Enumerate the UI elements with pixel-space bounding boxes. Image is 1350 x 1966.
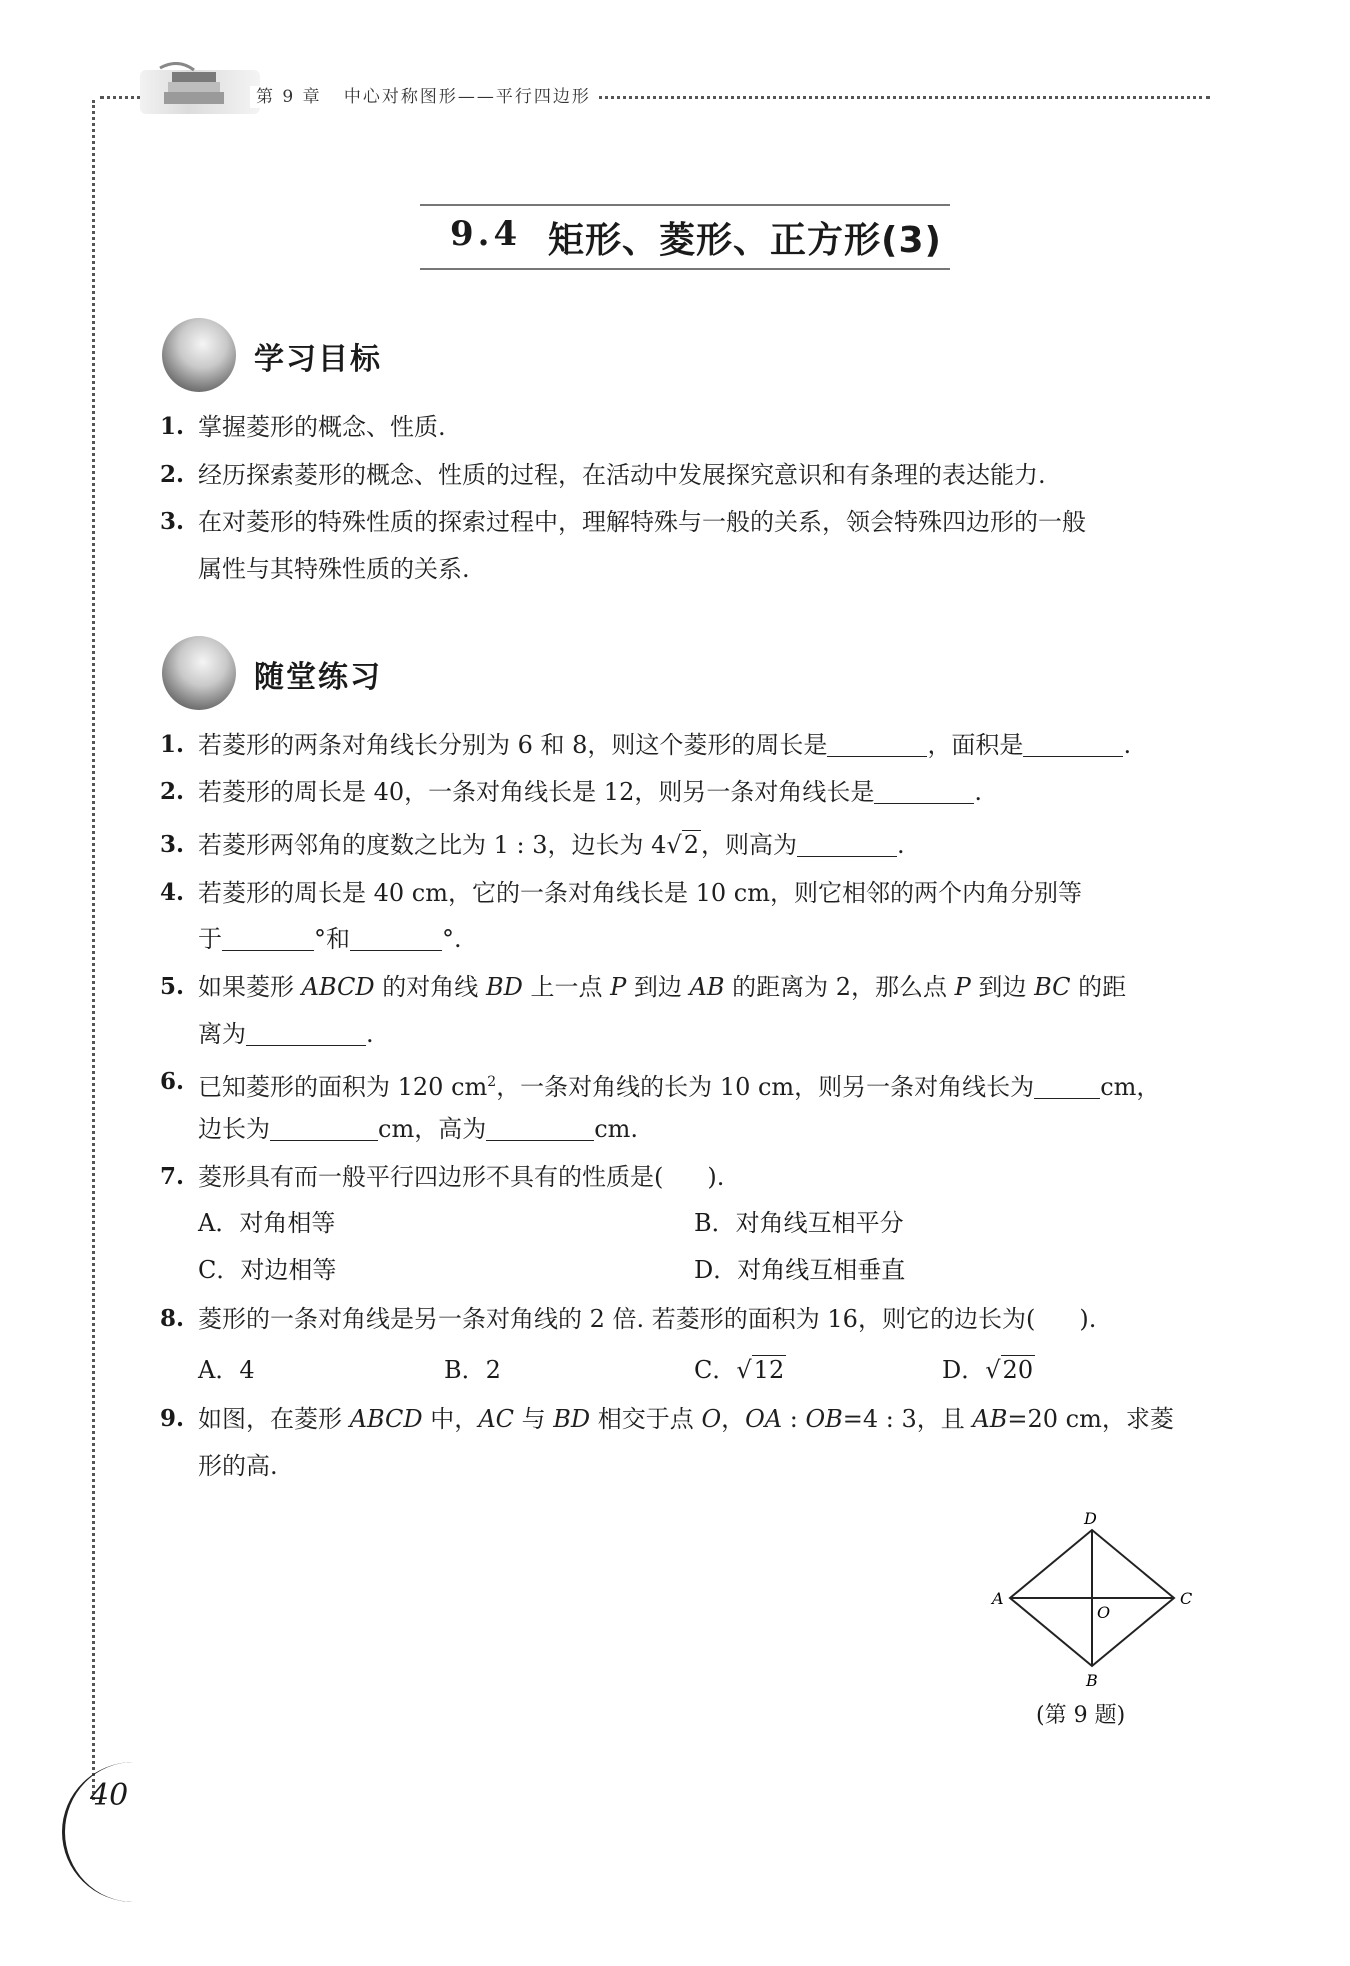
objective-text: 掌握菱形的概念、性质. (198, 413, 446, 441)
answer-blank[interactable] (486, 1114, 594, 1141)
option-b[interactable]: B．2 (444, 1356, 501, 1384)
objective-text-continued: 属性与其特殊性质的关系. (198, 555, 470, 583)
left-dotted-rule (92, 100, 95, 1800)
objectives-heading: 学习目标 (254, 342, 382, 377)
practice-heading: 随堂练习 (254, 660, 382, 695)
objective-num: 1. (160, 413, 185, 440)
option-d[interactable]: D．对角线互相垂直 (694, 1256, 906, 1284)
question-num: 4. (160, 879, 185, 906)
option-a[interactable]: A．对角相等 (198, 1209, 336, 1237)
objectives-globe-icon (162, 318, 236, 392)
page-number-arc (62, 1762, 205, 1902)
option-c[interactable]: C．√12 (694, 1356, 785, 1384)
label-d: D (1084, 1510, 1097, 1528)
section-number: 9.4 (450, 214, 522, 254)
question-5-continued: 离为 . (198, 1020, 374, 1048)
question-1: 若菱形的两条对角线长分别为 6 和 8，则这个菱形的周长是 ，面积是 . (198, 731, 1132, 759)
question-9-continued: 形的高. (198, 1452, 278, 1480)
page-number: 40 (90, 1778, 129, 1813)
objective-text: 在对菱形的特殊性质的探索过程中，理解特殊与一般的关系，领会特殊四边形的一般 (198, 508, 1086, 536)
answer-blank[interactable] (350, 924, 442, 951)
label-o: O (1097, 1603, 1111, 1622)
question-num: 3. (160, 831, 185, 858)
practice-globe-icon (162, 636, 236, 710)
question-num: 8. (160, 1305, 185, 1332)
question-num: 1. (160, 731, 185, 758)
option-b[interactable]: B．对角线互相平分 (694, 1209, 904, 1237)
running-header (250, 86, 597, 108)
question-2: 若菱形的周长是 40，一条对角线长是 12，则另一条对角线长是 . (198, 778, 982, 806)
sqrt-expression: √2 (666, 831, 699, 859)
question-9: 如图，在菱形 ABCD 中，AC 与 BD 相交于点 O，OA : OB=4 : 3，且 AB=20 cm，求菱 (198, 1405, 1174, 1433)
label-a: A (992, 1589, 1004, 1608)
answer-blank[interactable] (874, 777, 974, 804)
question-4: 若菱形的周长是 40 cm，它的一条对角线长是 10 cm，则它相邻的两个内角分别等 (198, 879, 1082, 907)
rhombus-figure (980, 1510, 1200, 1690)
option-a[interactable]: A．4 (198, 1356, 255, 1384)
question-6-continued: 边长为 cm，高为 cm. (198, 1115, 639, 1143)
question-6: 已知菱形的面积为 120 $cm^2$，一条对角线的长为 10 cm，则另一条对角线长为 cm， (198, 1073, 1161, 1101)
chapter-title: 中心对称图形——平行四边形 (343, 87, 591, 107)
question-3: 若菱形两邻角的度数之比为 1 : 3，边长为 4√2，则高为 . (198, 828, 905, 862)
answer-blank[interactable] (246, 1019, 366, 1046)
question-7: 菱形具有而一般平行四边形不具有的性质是( ). (198, 1163, 725, 1191)
question-4-continued: 于 °和 °. (198, 925, 462, 953)
label-b: B (1086, 1671, 1098, 1690)
section-title: 矩形、菱形、正方形(3) (548, 220, 942, 261)
option-d[interactable]: D．√20 (942, 1356, 1034, 1384)
answer-blank[interactable] (1023, 730, 1123, 757)
objective-num: 3. (160, 508, 185, 535)
question-num: 7. (160, 1163, 185, 1190)
answer-blank[interactable] (1034, 1072, 1100, 1099)
answer-blank[interactable] (270, 1114, 378, 1141)
question-num: 5. (160, 973, 185, 1000)
question-5: 如果菱形 ABCD 的对角线 BD 上一点 P 到边 AB 的距离为 2，那么点 P 到边 BC 的距 (198, 973, 1127, 1001)
label-c: C (1180, 1589, 1193, 1608)
question-num: 2. (160, 778, 185, 805)
figure-caption: (第 9 题) (1036, 1703, 1126, 1728)
answer-blank[interactable] (222, 924, 314, 951)
objective-text: 经历探索菱形的概念、性质的过程，在活动中发展探究意识和有条理的表达能力. (198, 461, 1046, 489)
question-num: 6. (160, 1068, 185, 1095)
question-8: 菱形的一条对角线是另一条对角线的 2 倍. 若菱形的面积为 16，则它的边长为( ). (198, 1305, 1097, 1333)
question-num: 9. (160, 1405, 185, 1432)
option-c[interactable]: C．对边相等 (198, 1256, 337, 1284)
answer-blank[interactable] (827, 730, 927, 757)
book-stack-icon (158, 62, 230, 112)
answer-blank[interactable] (797, 830, 897, 857)
chapter-number: 第 9 章 (256, 87, 322, 107)
objective-num: 2. (160, 461, 185, 488)
